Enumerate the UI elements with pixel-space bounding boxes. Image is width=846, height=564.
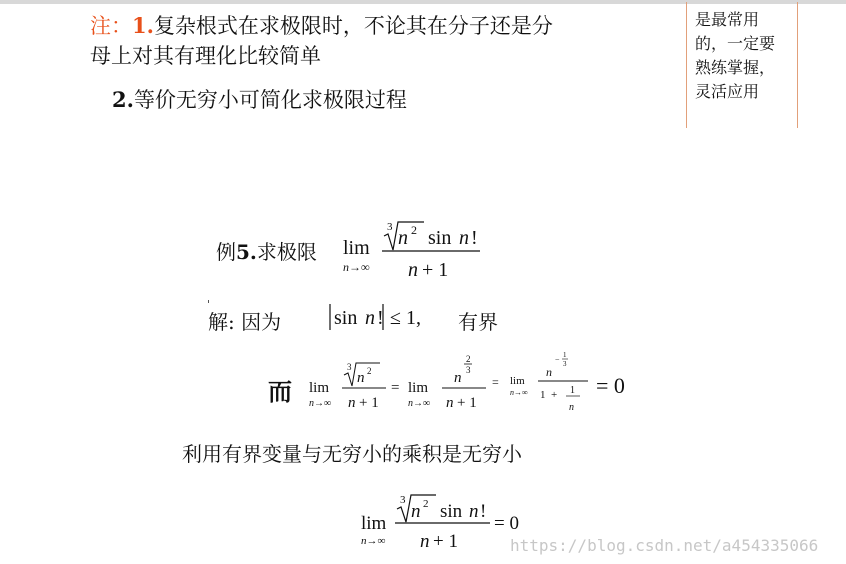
watermark: https://blog.csdn.net/a454335066 [510, 536, 819, 555]
chain-den-plus-2: + 1 [457, 395, 477, 411]
chain-root-index: 3 [347, 362, 352, 372]
chain-exp-den: 3 [466, 365, 471, 375]
final-num-exp: 2 [423, 498, 429, 510]
chain-den3-plus: + [551, 389, 558, 401]
root-index: 3 [387, 221, 393, 233]
final-sub: n→∞ [361, 535, 386, 547]
chain-num-exp: 2 [367, 366, 372, 376]
chain-den3-one: 1 [540, 389, 546, 401]
num-n: n [398, 227, 408, 249]
ineq-rhs: ≤ 1, [390, 307, 421, 329]
solution-colon: : [228, 310, 235, 334]
chain-num2-n: n [454, 370, 462, 386]
den-plus1: + 1 [422, 259, 449, 281]
final-den-n: n [420, 531, 430, 552]
final-num-sin: sin [440, 501, 463, 522]
num-fact: ! [471, 227, 478, 249]
chain-num3-n: n [546, 365, 552, 379]
num-exp: 2 [411, 223, 417, 237]
solution-because: 因为 [241, 310, 282, 334]
final-num-sin-n: n [469, 501, 479, 522]
final-den-plus1: + 1 [433, 531, 458, 552]
final-lim: lim [361, 513, 387, 534]
chain-exp-num: 2 [466, 354, 471, 364]
note-2-text: 等价无穷小可简化求极限过程 [133, 88, 407, 112]
ineq-sin: sin [334, 307, 358, 329]
chain-den-n-2: n [446, 395, 454, 411]
note-1-number: 1. [132, 13, 154, 38]
chain-exp3-num: 1 [563, 351, 567, 359]
limit-chain [306, 350, 646, 422]
chain-den3-frac-num: 1 [570, 385, 575, 396]
chain-lim-1: lim [309, 380, 330, 396]
chain-den-plus-1: + 1 [359, 395, 379, 411]
chain-eq-1: = [391, 380, 400, 396]
num-sin: sin [428, 227, 452, 249]
note-label: 注： [90, 14, 132, 38]
tick-mark [208, 300, 209, 303]
bound-inequality [326, 300, 446, 336]
chain-num-n: n [357, 370, 365, 386]
den-n: n [408, 259, 418, 281]
final-root-index: 3 [400, 494, 406, 506]
example-text: 求极限 [256, 240, 317, 264]
final-num-n: n [411, 501, 421, 522]
chain-den3-frac-den: n [569, 402, 574, 413]
example-number: 5. [236, 240, 257, 264]
solution-label [208, 306, 281, 335]
note-line-1-cont: 母上对其有理化比较简单 [90, 44, 321, 68]
chain-result: = 0 [596, 373, 625, 398]
note-2-number: 2. [112, 87, 134, 112]
note-1-text: 复杂根式在求极限时，不论其在分子还是分 [153, 14, 553, 38]
chain-lim-3: lim [510, 375, 525, 387]
chain-exp3-minus: − [555, 355, 560, 364]
chain-exp3-den: 3 [563, 360, 567, 368]
er-word: 而 [268, 378, 292, 406]
side-note-box [686, 2, 798, 128]
final-num-fact: ! [480, 501, 487, 522]
lim-text: lim [343, 237, 370, 259]
note-line-2 [112, 84, 407, 114]
note-line-1 [90, 10, 553, 40]
example-prefix: 例 [216, 240, 236, 264]
example-limit-formula [340, 214, 490, 284]
num-sin-n: n [459, 227, 469, 249]
chain-sub-1: n→∞ [309, 398, 332, 409]
chain-sub-3: n→∞ [510, 388, 528, 397]
conclusion-text: 利用有界变量与无穷小的乘积是无穷小 [182, 442, 522, 466]
ineq-n: n [365, 307, 375, 329]
side-note-text: 是最常用的，一定要熟练掌握，灵活应用 [695, 10, 776, 101]
chain-sub-2: n→∞ [408, 398, 431, 409]
ineq-fact: ! [377, 307, 384, 329]
final-result: = 0 [494, 513, 519, 534]
example-label [216, 236, 317, 265]
chain-eq-2: = [492, 375, 499, 389]
solution-word: 解 [208, 310, 228, 334]
lim-subscript: n→∞ [343, 260, 370, 274]
chain-den-n-1: n [348, 395, 356, 411]
bounded-text: 有界 [458, 310, 498, 334]
chain-lim-2: lim [408, 380, 429, 396]
